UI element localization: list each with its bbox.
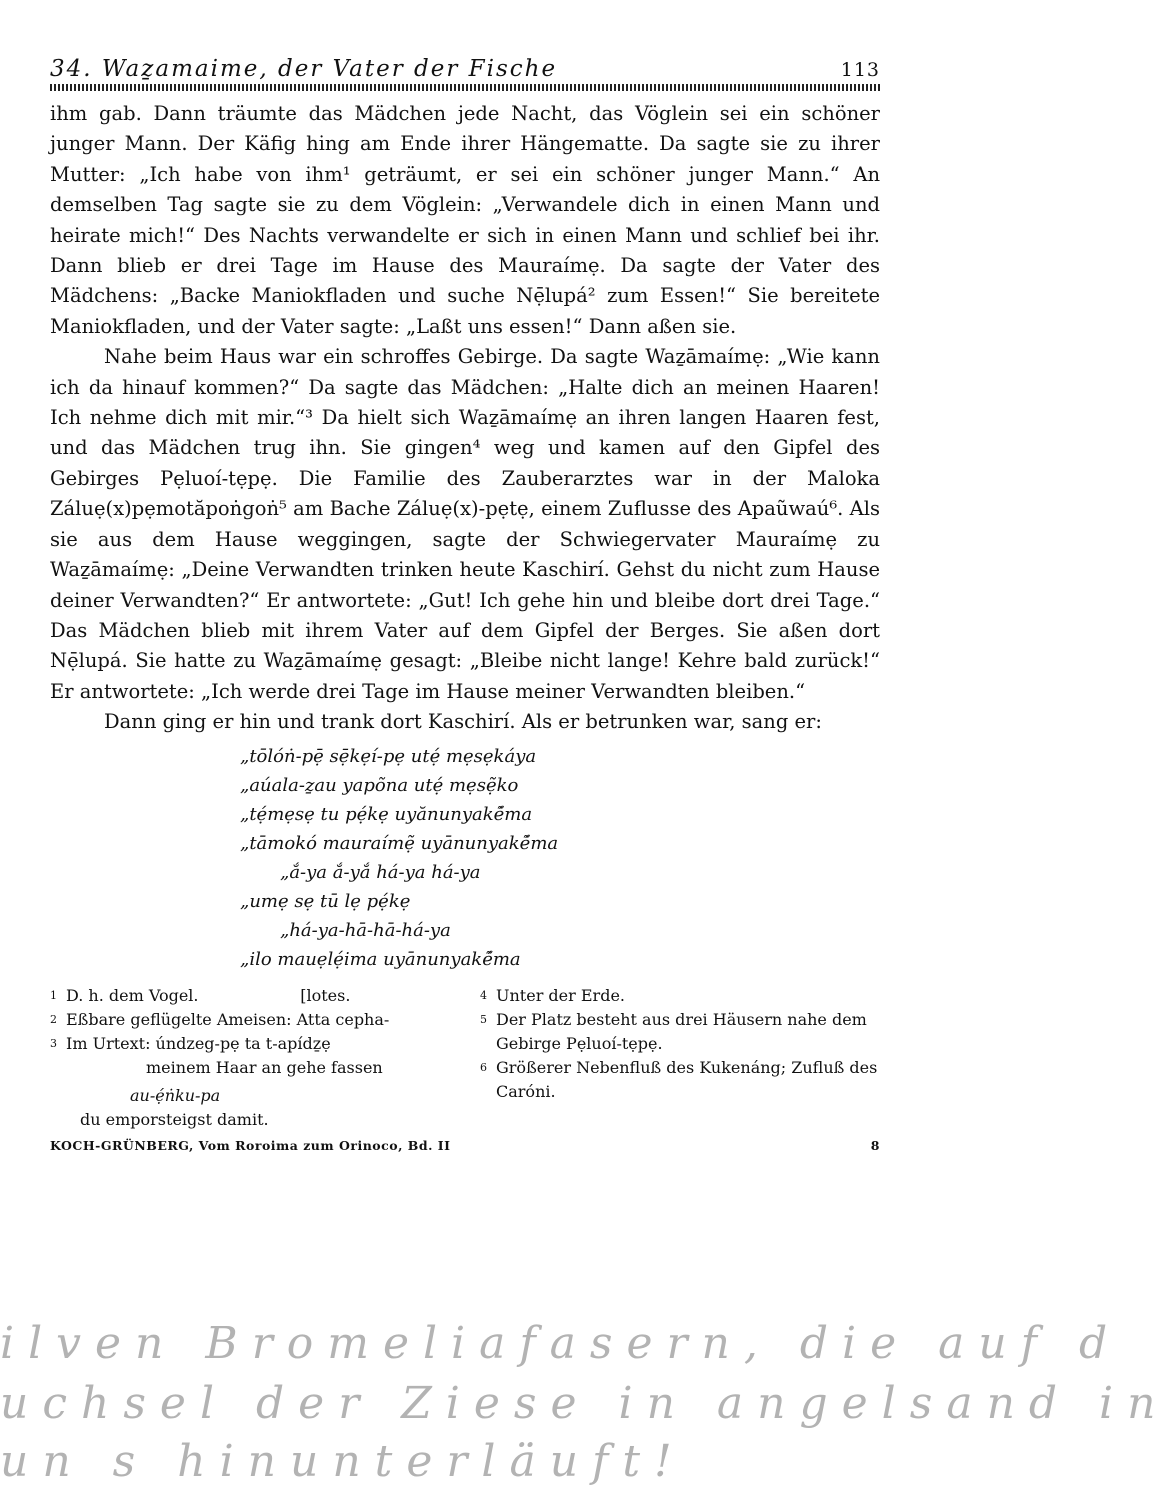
signature-mark: 8 xyxy=(870,1137,880,1153)
page xyxy=(50,56,880,1153)
footnote-number: 2 xyxy=(50,1012,57,1026)
footnote-3 xyxy=(50,1032,450,1056)
footnote-number: 5 xyxy=(480,1012,487,1026)
song-line: „tōlóṅ-pẹ̄ sẹ̄kẹí-pẹ utẹ́ mẹsẹkáya xyxy=(240,745,537,767)
song-line: „ilo mauẹlẹ́ima uyānunyakẽ́ma xyxy=(240,948,521,970)
imprint-line xyxy=(50,1138,880,1153)
paragraph-3: Dann ging er hin und trank dort Kaschirí. Als er betrunken war, sang er: xyxy=(104,710,822,734)
footnote-5 xyxy=(480,1008,880,1056)
footnote-text: Im Urtext: úndzeg-pẹ ta t-apídẕẹ xyxy=(66,1033,331,1053)
footnote-3-last-line: du emporsteigst damit. xyxy=(80,1109,269,1129)
footnotes-right-column xyxy=(480,984,880,1132)
handwritten-note-line: ilven Bromeliafasern, die auf d xyxy=(0,1318,1122,1369)
imprint-source: KOCH-GRÜNBERG, Vom Roroima zum Orinoco, Bd. II xyxy=(50,1137,451,1153)
footnote-6 xyxy=(480,1056,880,1104)
footnote-number: 3 xyxy=(50,1036,57,1050)
footnote-text: Der Platz besteht aus drei Häusern nahe dem Gebirge Pẹluoí-tẹpẹ. xyxy=(496,1009,867,1053)
song-line: „tẹ́mẹsẹ tu pẹ́kẹ uyănunyakẽ́ma xyxy=(240,803,533,825)
song-line: „tāmokó mauraímẹ̃ uyānunyakẽ́ma xyxy=(240,832,559,854)
footnote-4 xyxy=(480,984,880,1008)
footnote-text: Unter der Erde. xyxy=(496,985,625,1005)
footnote-text: Größerer Nebenfluß des Kukenáng; Zufluß des Carónі. xyxy=(496,1057,878,1101)
footnote-number: 1 xyxy=(50,988,57,1002)
header-rule xyxy=(50,84,880,91)
handwritten-note-line: un s hinunterläuft! xyxy=(0,1436,686,1487)
footnote-text: D. h. dem Vogel. [lotes. xyxy=(66,985,351,1005)
song-line: „ắ-ya ắ-yắ há-ya há-ya xyxy=(280,861,481,883)
paragraph-2: Nahe beim Haus war ein schroffes Gebirge. Da sagte Waẕāmaímẹ: „Wie kann ich da hinauf kommen?“ Da sagte das Mädchen: „Halte dich an meinen Haaren! Ich nehme dich mit mir.“³ Da hielt sich Waẕāmaímẹ an ihren langen Haaren fest, und das Mädchen trug ihn. Sie gingen⁴ weg und kamen auf den Gipfel des Gebirges Pẹluoí-tẹpẹ. Die Familie des Zauberarztes war in der Maloka Záluẹ(x)pẹmotăpoṅgoṅ⁵ am Bache Záluẹ(x)-pẹtẹ, einem Zuflusse des Apaũwaú⁶. Als sie aus dem Hause weggingen, sagte der Schwiegervater Mauraímẹ zu Waẕāmaímẹ: „Deine Verwandten trinken heute Kaschirí. Gehst du nicht zum Hause deiner Verwandten?“ Er antwortete: „Gut! Ich gehe hin und bleibe dort drei Tage.“ Das Mädchen blieb mit ihrem Vater auf dem Gipfel der Berges. Sie aßen dort Nẹ̄lupá. Sie hatte zu Waẕāmaímẹ gesagt: „Bleibe nicht lange! Kehre bald zurück!“ Er antwortete: „Ich werde drei Tage im Hause meiner Verwandten bleiben.“ xyxy=(50,345,880,703)
footnote-1 xyxy=(50,984,450,1008)
handwritten-note-line: uchsel der Ziese in angelsand in xyxy=(0,1378,1169,1429)
song-line: „aúala-ẕau yapõna utẹ́ mẹsẹ̃ko xyxy=(240,774,519,796)
footnote-3-continuation: meinem Haar an gehe fassen xyxy=(146,1057,383,1077)
footnotes xyxy=(50,984,880,1132)
song-verse xyxy=(240,742,880,974)
footnotes-left-column xyxy=(50,984,450,1132)
footnote-text: Eßbare geflügelte Ameisen: Atta cepha- xyxy=(66,1009,390,1029)
song-line: „há-ya-hā-hā-há-ya xyxy=(280,919,451,941)
running-header xyxy=(50,56,880,84)
page-number: 113 xyxy=(840,59,880,81)
song-line: „umẹ sẹ tū lẹ pẹ́kẹ xyxy=(240,890,411,912)
footnote-number: 6 xyxy=(480,1060,487,1074)
paragraph-1: ihm gab. Dann träumte das Mädchen jede Nacht, das Vöglein sei ein schöner junger Mann. Der Käfig hing am Ende ihrer Hängematte. Da sagte sie zu ihrer Mutter: „Ich habe von ihm¹ geträumt, er sei ein schöner junger Mann.“ An demselben Tag sagte sie zu dem Vöglein: „Verwandele dich in einen Mann und heirate mich!“ Des Nachts verwandelte er sich in einen Mann und schlief bei ihr. Dann blieb er drei Tage im Hause des Mauraímẹ. Da sagte der Vater des Mädchens: „Backe Maniokfladen und suche Nẹ̄lupá² zum Essen!“ Sie bereitete Maniokfladen, und der Vater sagte: „Laßt uns essen!“ Dann aßen sie. xyxy=(50,102,880,338)
chapter-title: 34. Waẕamaime, der Vater der Fische xyxy=(50,56,558,82)
footnote-3-gloss: au-ẹ́ṅku-pa xyxy=(130,1085,221,1105)
footnote-number: 4 xyxy=(480,988,487,1002)
footnote-2 xyxy=(50,1008,450,1032)
body-text xyxy=(50,99,880,738)
